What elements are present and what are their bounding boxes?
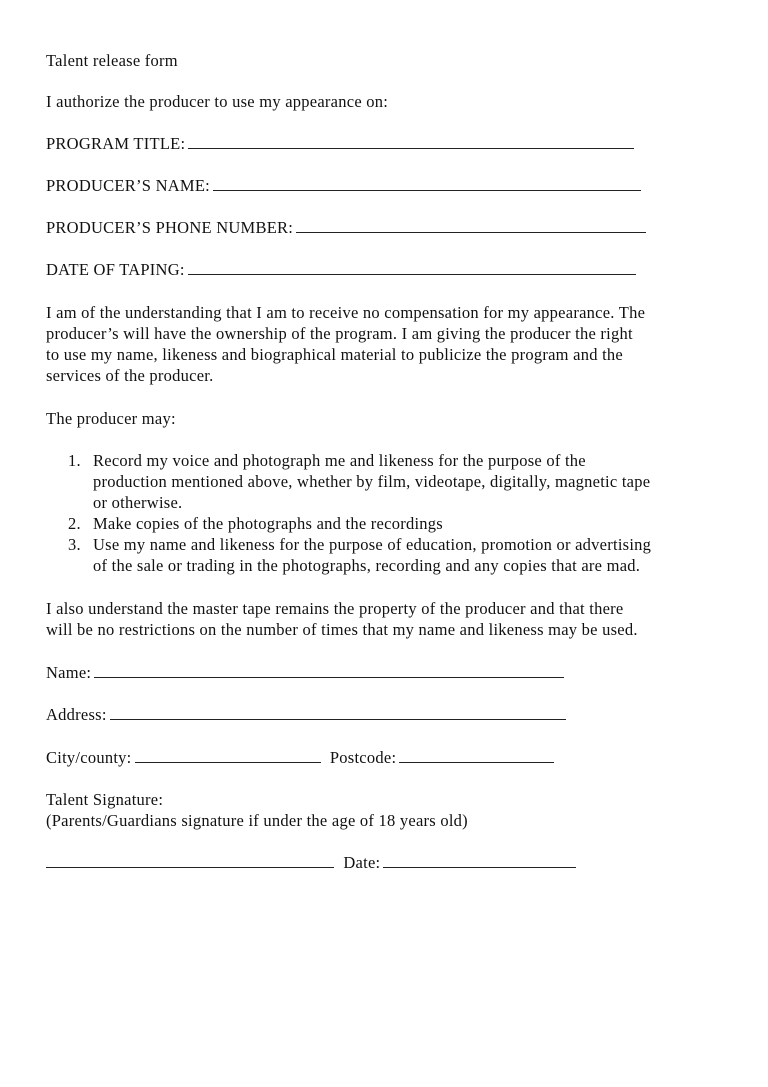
date-of-taping-label: DATE OF TAPING: xyxy=(46,260,185,279)
signature-label: Talent Signature: xyxy=(46,790,164,809)
name-field xyxy=(46,662,564,683)
city-label: City/county: xyxy=(46,748,132,767)
producer-phone-input[interactable] xyxy=(296,218,646,233)
producer-name-field xyxy=(46,175,641,196)
list-text: Make copies of the photographs and the recordings xyxy=(93,514,443,533)
city-input[interactable] xyxy=(135,748,321,763)
producer-phone-field xyxy=(46,217,646,238)
signature-input[interactable] xyxy=(46,853,334,868)
list-text: or otherwise. xyxy=(93,493,183,512)
form-title: Talent release form xyxy=(46,51,178,70)
address-input[interactable] xyxy=(110,705,566,720)
intro-text: I authorize the producer to use my appearance on: xyxy=(46,92,389,111)
postcode-label: Postcode: xyxy=(329,748,397,767)
paragraph-line: services of the producer. xyxy=(46,366,214,385)
producer-may-heading: The producer may: xyxy=(46,409,176,428)
paragraph-line: I am of the understanding that I am to receive no compensation for my appearance. The xyxy=(46,303,646,322)
list-text: of the sale or trading in the photographs, recording and any copies that are mad. xyxy=(93,556,641,575)
producer-name-input[interactable] xyxy=(213,176,641,191)
list-text: production mentioned above, whether by film, videotape, digitally, magnetic tape xyxy=(93,472,651,491)
list-number: 2. xyxy=(68,514,81,533)
address-label: Address: xyxy=(46,705,107,724)
list-number: 1. xyxy=(68,451,81,470)
date-label: Date: xyxy=(343,853,381,872)
paragraph-line: I also understand the master tape remains the property of the producer and that there xyxy=(46,599,624,618)
list-item xyxy=(68,534,651,555)
program-title-field xyxy=(46,133,634,154)
city-postcode-field xyxy=(46,747,554,768)
list-text: Use my name and likeness for the purpose of education, promotion or advertising xyxy=(93,535,652,554)
name-input[interactable] xyxy=(94,663,564,678)
producer-name-label: PRODUCER’S NAME: xyxy=(46,176,210,195)
list-text: Record my voice and photograph me and likeness for the purpose of the xyxy=(93,451,586,470)
date-of-taping-input[interactable] xyxy=(188,260,636,275)
guardian-note: (Parents/Guardians signature if under the age of 18 years old) xyxy=(46,811,468,830)
address-field xyxy=(46,704,566,725)
list-item xyxy=(68,513,443,534)
list-number: 3. xyxy=(68,535,81,554)
list-item xyxy=(68,450,586,471)
date-input[interactable] xyxy=(383,853,576,868)
producer-phone-label: PRODUCER’S PHONE NUMBER: xyxy=(46,218,294,237)
program-title-input[interactable] xyxy=(188,134,634,149)
date-of-taping-field xyxy=(46,259,636,280)
paragraph-line: producer’s will have the ownership of the program. I am giving the producer the right xyxy=(46,324,633,343)
signature-date-field xyxy=(46,852,576,873)
name-label: Name: xyxy=(46,663,92,682)
paragraph-line: to use my name, likeness and biographical material to publicize the program and the xyxy=(46,345,623,364)
postcode-input[interactable] xyxy=(399,748,554,763)
program-title-label: PROGRAM TITLE: xyxy=(46,134,186,153)
paragraph-line: will be no restrictions on the number of times that my name and likeness may be used. xyxy=(46,620,638,639)
